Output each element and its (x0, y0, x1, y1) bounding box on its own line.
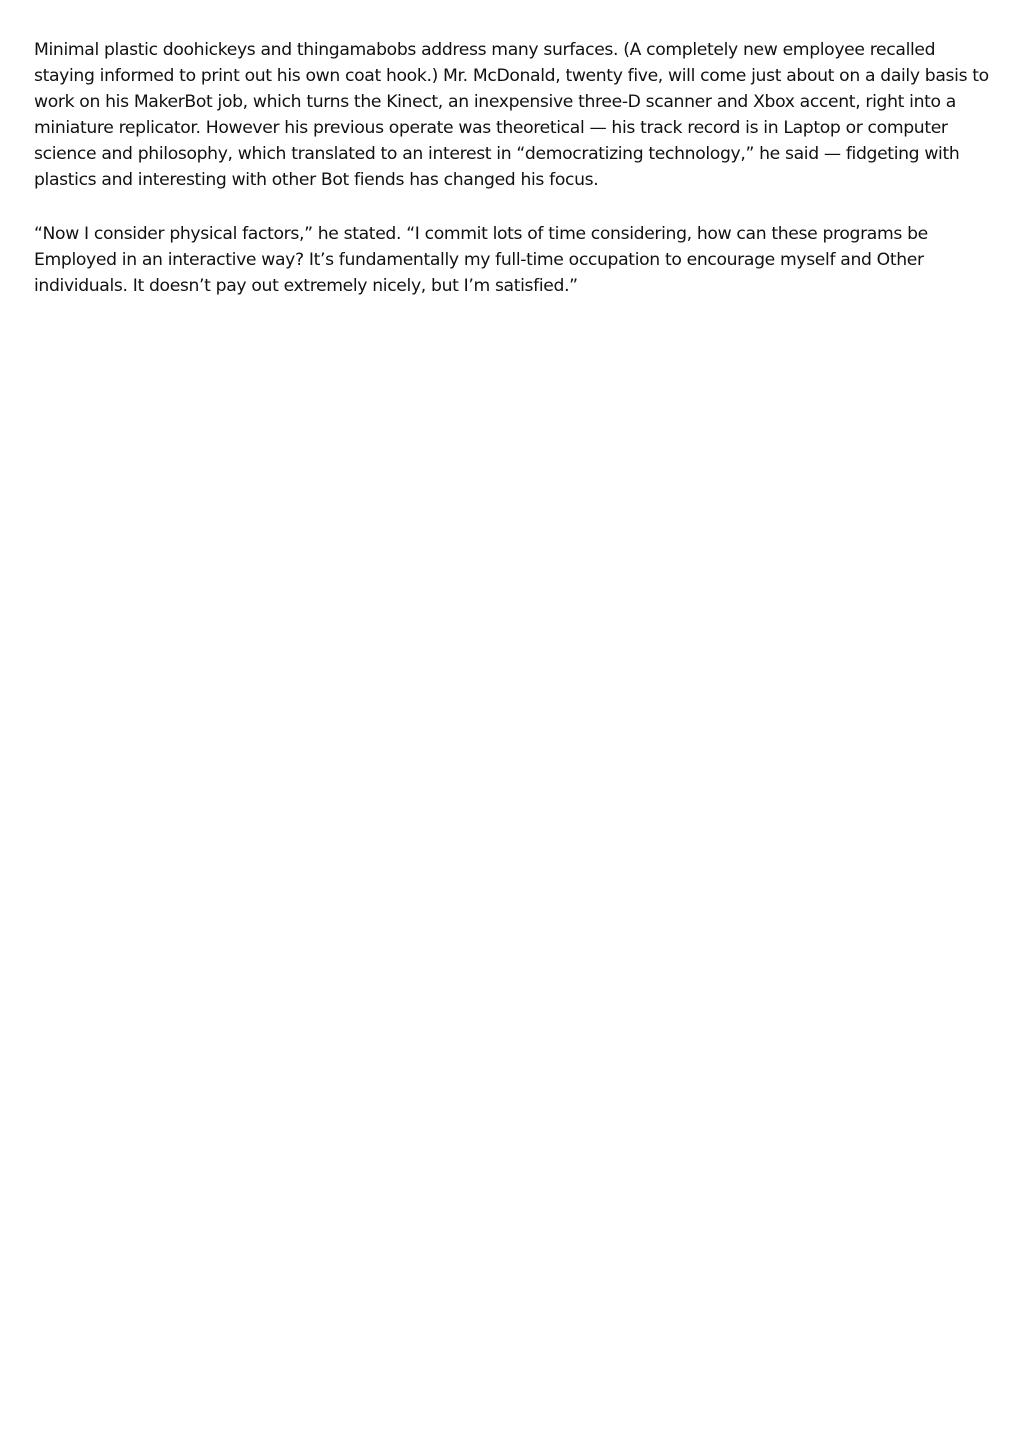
document-page (34, 37, 994, 327)
paragraph-2: “Now I consider physical factors,” he stated. “I commit lots of time considering, how can these programs be Employed in an interactive way? It’s fundamentally my full-time occupation to encourage myself and Other individuals. It doesn’t pay out extremely nicely, but I’m satisfied.” (34, 224, 928, 296)
paragraph-1: Minimal plastic doohickeys and thingamabobs address many surfaces. (A completely new employee recalled staying informed to print out his own coat hook.) Mr. McDonald, twenty five, will come just about on a daily basis to work on his MakerBot job, which turns the Kinect, an inexpensive three-D scanner and Xbox accent, right into a miniature replicator. However his previous operate was theoretical — his track record is in Laptop or computer science and philosophy, which translated to an interest in “democratizing technology,” he said — fidgeting with plastics and interesting with other Bot fiends has changed his focus. (34, 40, 989, 190)
